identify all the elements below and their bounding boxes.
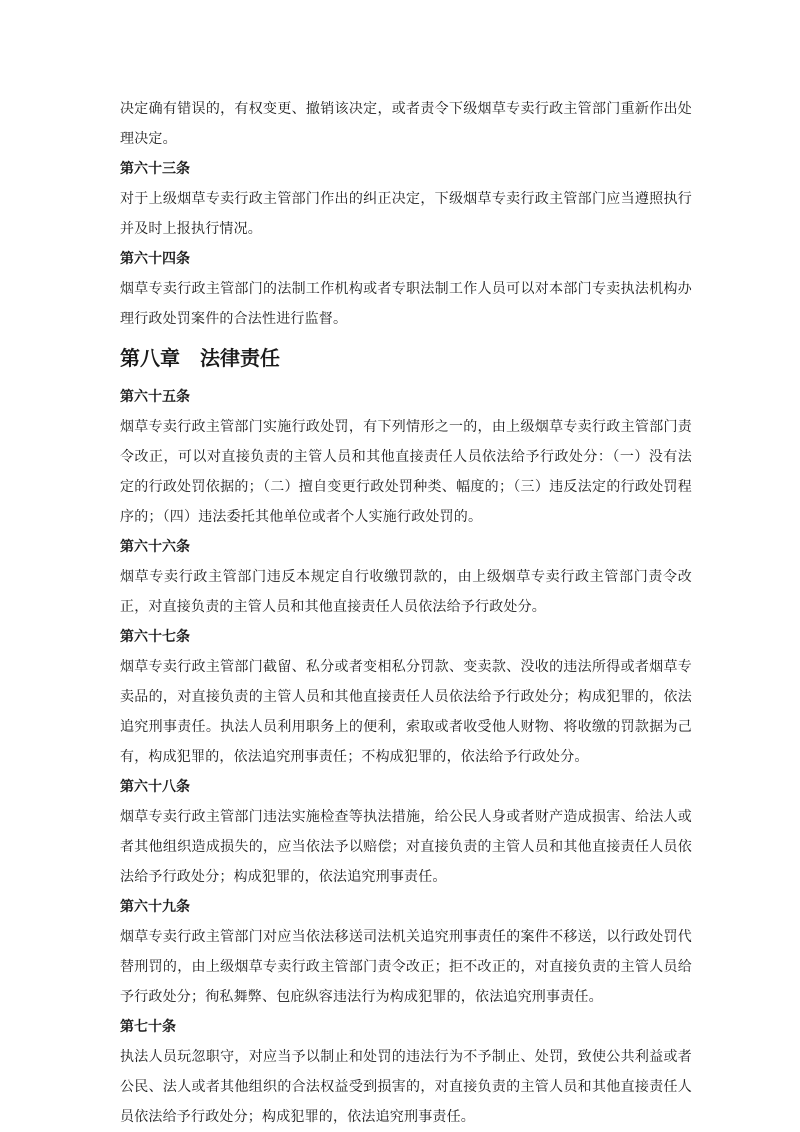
chapter-heading: 第八章 法律责任 (120, 346, 280, 370)
paragraph: 烟草专卖行政主管部门对应当依法移送司法机关追究刑事责任的案件不移送，以行政处罚代替刑罚的，由上级烟草专卖行政主管部门责令改正；拒不改正的，对直接负责的主管人员给予行政处分；徇私舞弊、包庇纵容违法行为构成犯罪的，依法追究刑事责任。 (120, 929, 692, 1005)
article-heading: 第六十四条 (120, 251, 190, 267)
article-heading: 第七十条 (120, 1019, 176, 1035)
paragraph: 烟草专卖行政主管部门的法制工作机构或者专职法制工作人员可以对本部门专卖执法机构办理行政处罚案件的合法性进行监督。 (120, 281, 692, 327)
article-heading: 第六十八条 (120, 779, 190, 795)
paragraph: 烟草专卖行政主管部门实施行政处罚，有下列情形之一的，由上级烟草专卖行政主管部门责令改正，可以对直接负责的主管人员和其他直接责任人员依法给予行政处分：（一）没有法定的行政处罚依据的；（二）擅自变更行政处罚种类、幅度的；（三）违反法定的行政处罚程序的；（四）违法委托其他单位或者个人实施行政处罚的。 (120, 419, 692, 525)
paragraph: 烟草专卖行政主管部门截留、私分或者变相私分罚款、变卖款、没收的违法所得或者烟草专卖品的，对直接负责的主管人员和其他直接责任人员依法给予行政处分；构成犯罪的，依法追究刑事责任。执法人员利用职务上的便利，索取或者收受他人财物、将收缴的罚款据为己有，构成犯罪的，依法追究刑事责任；不构成犯罪的，依法给予行政处分。 (120, 659, 692, 765)
article-heading: 第六十六条 (120, 539, 190, 555)
article-heading: 第六十三条 (120, 161, 190, 177)
article-heading: 第六十五条 (120, 389, 190, 405)
paragraph: 对于上级烟草专卖行政主管部门作出的纠正决定，下级烟草专卖行政主管部门应当遵照执行并及时上报执行情况。 (120, 191, 692, 237)
paragraph: 烟草专卖行政主管部门违反本规定自行收缴罚款的，由上级烟草专卖行政主管部门责令改正，对直接负责的主管人员和其他直接责任人员依法给予行政处分。 (120, 569, 692, 615)
paragraph: 执法人员玩忽职守，对应当予以制止和处罚的违法行为不予制止、处罚，致使公共利益或者公民、法人或者其他组织的合法权益受到损害的，对直接负责的主管人员和其他直接责任人员依法给予行政处分；构成犯罪的，依法追究刑事责任。 (120, 1049, 692, 1125)
article-heading: 第六十九条 (120, 899, 190, 915)
article-heading: 第六十七条 (120, 629, 190, 645)
paragraph: 决定确有错误的，有权变更、撤销该决定，或者责令下级烟草专卖行政主管部门重新作出处理决定。 (120, 101, 692, 147)
document-page (120, 94, 692, 1132)
paragraph: 烟草专卖行政主管部门违法实施检查等执法措施，给公民人身或者财产造成损害、给法人或者其他组织造成损失的，应当依法予以赔偿；对直接负责的主管人员和其他直接责任人员依法给予行政处分；构成犯罪的，依法追究刑事责任。 (120, 809, 692, 885)
